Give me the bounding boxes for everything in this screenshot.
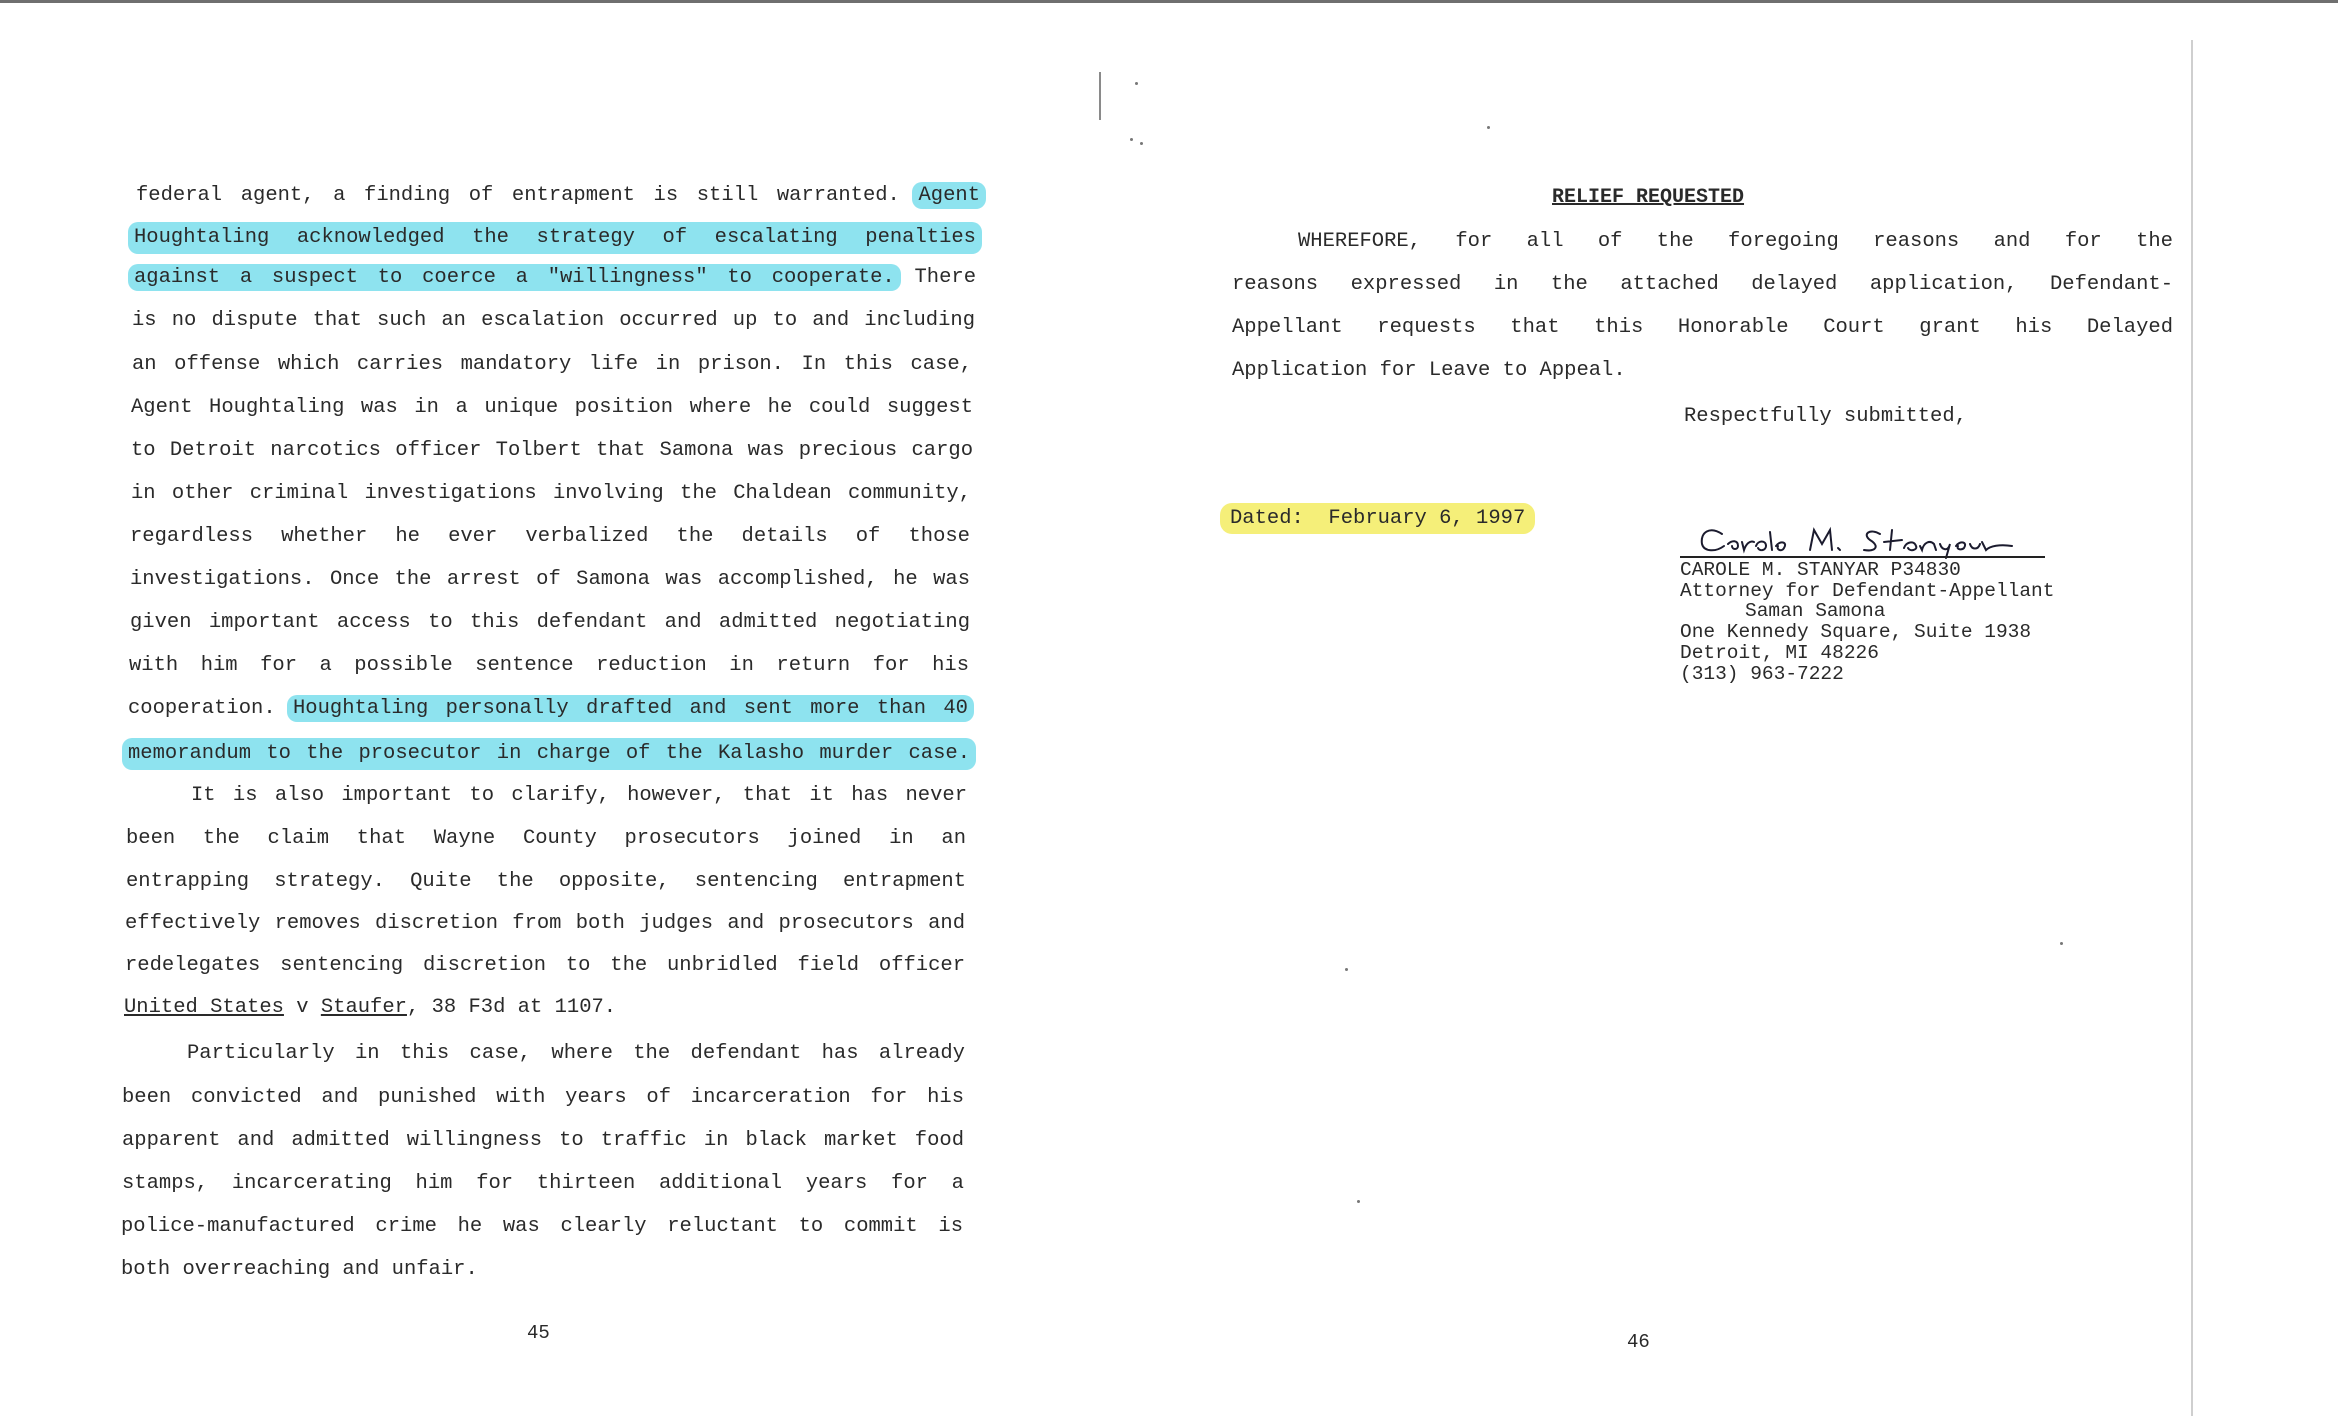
text-line: regardless whether he ever verbalized the details of those	[130, 525, 970, 548]
text-line: in other criminal investigations involving the Chaldean community,	[131, 482, 971, 505]
cyan-highlight: against a suspect to coerce a "willingness" to cooperate.	[128, 264, 901, 291]
attorney-name: CAROLE M. STANYAR P34830	[1680, 559, 1961, 581]
text-line: Particularly in this case, where the defendant has already	[187, 1042, 965, 1065]
text-line: an offense which carries mandatory life in prison. In this case,	[132, 353, 972, 376]
text-line	[134, 222, 976, 254]
cyan-highlight: Agent	[912, 182, 986, 209]
text-line: cooperation. Houghtaling personally drafted and sent more than 40	[128, 695, 968, 723]
phone-number: (313) 963-7222	[1680, 663, 1844, 685]
attorney-role: Attorney for Defendant-Appellant	[1680, 580, 2055, 602]
text-line: Application for Leave to Appeal.	[1232, 359, 1626, 382]
text-line: against a suspect to coerce a "willingness" to cooperate. There	[134, 264, 976, 292]
text-line: given important access to this defendant and admitted negotiating	[130, 611, 970, 634]
closing-line: Respectfully submitted,	[1684, 405, 1967, 428]
text-line: WHEREFORE, for all of the foregoing reasons and for the	[1298, 230, 2173, 253]
text-line: been the claim that Wayne County prosecutors joined in an	[126, 827, 966, 850]
address-line: One Kennedy Square, Suite 1938	[1680, 621, 2032, 643]
address-line: Detroit, MI 48226	[1680, 642, 1879, 664]
handwritten-signature	[1680, 520, 2060, 560]
text-line: federal agent, a finding of entrapment is still warranted. Agent	[136, 182, 980, 210]
client-name: Saman Samona	[1745, 600, 1886, 622]
text-line: is no dispute that such an escalation occurred up to and including	[132, 309, 975, 332]
text-line: with him for a possible sentence reduction in return for his	[129, 654, 969, 677]
text-line: to Detroit narcotics officer Tolbert that Samona was precious cargo	[131, 439, 973, 462]
text-line: police-manufactured crime he was clearly reluctant to commit is	[121, 1215, 963, 1238]
text-line: entrapping strategy. Quite the opposite, sentencing entrapment	[126, 870, 966, 893]
yellow-highlight: Dated: February 6, 1997	[1220, 503, 1535, 534]
text-line: Agent Houghtaling was in a unique position where he could suggest	[131, 396, 973, 419]
page-46	[1100, 0, 2338, 1416]
page-number: 46	[1627, 1331, 1650, 1353]
text-line: investigations. Once the arrest of Samona was accomplished, he was	[130, 568, 970, 591]
signature-line	[1680, 556, 2045, 558]
page-number: 45	[527, 1322, 550, 1344]
text-line: been convicted and punished with years of incarceration for his	[122, 1086, 964, 1109]
text-line	[128, 738, 970, 770]
text-line: It is also important to clarify, however, that it has never	[191, 784, 967, 807]
text-line: redelegates sentencing discretion to the unbridled field officer	[125, 954, 965, 977]
page-45	[0, 0, 1100, 1416]
text-line: both overreaching and unfair.	[121, 1258, 478, 1281]
text-line: apparent and admitted willingness to traffic in black market food	[122, 1129, 964, 1152]
section-heading: RELIEF REQUESTED	[1552, 186, 1745, 209]
cyan-highlight: Houghtaling acknowledged the strategy of escalating penalties	[128, 222, 982, 254]
case-citation: United States v Staufer, 38 F3d at 1107.	[124, 996, 617, 1019]
cyan-highlight: memorandum to the prosecutor in charge of the Kalasho murder case.	[122, 738, 976, 770]
cyan-highlight: Houghtaling personally drafted and sent more than 40	[287, 695, 974, 722]
text-line: reasons expressed in the attached delayed application, Defendant-	[1232, 273, 2173, 296]
text-line: effectively removes discretion from both judges and prosecutors and	[125, 912, 965, 935]
text-line: stamps, incarcerating him for thirteen additional years for a	[122, 1172, 964, 1195]
text-line: Appellant requests that this Honorable Court grant his Delayed	[1232, 316, 2173, 339]
dated-line	[1230, 505, 1525, 533]
